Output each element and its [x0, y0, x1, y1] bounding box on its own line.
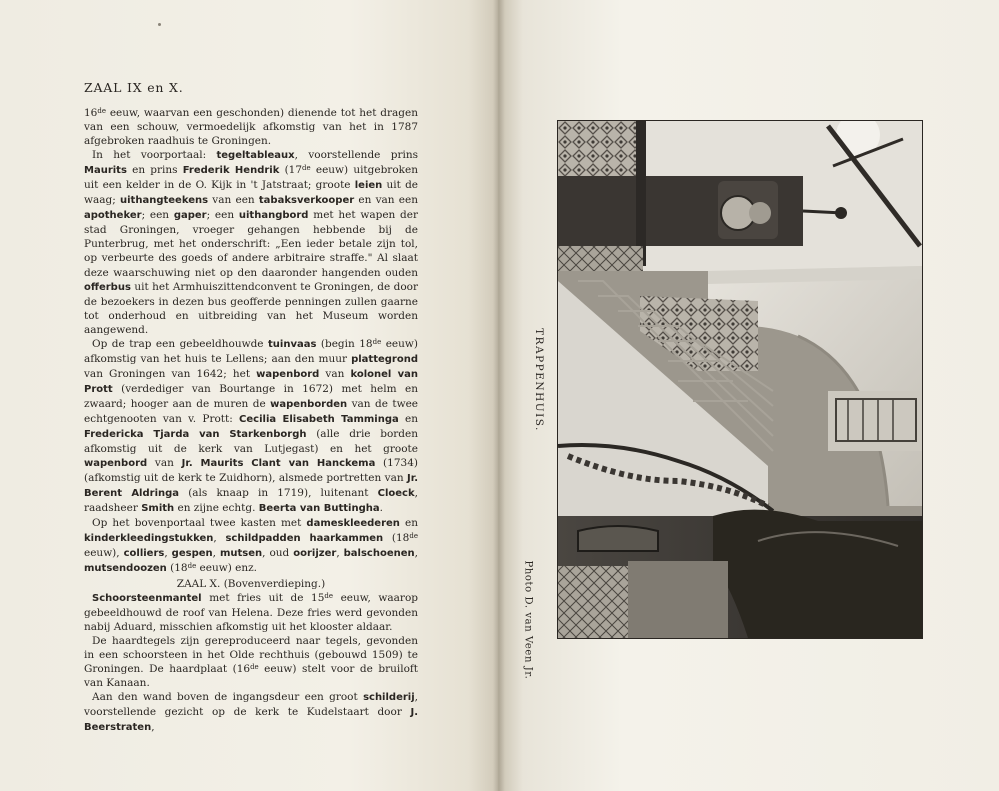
- ordinal-superscript: de: [187, 562, 197, 571]
- bold-term: Schoorsteenmantel: [92, 592, 202, 604]
- text-run: , voorstellende gezicht op de kerk te Kudelstaart door: [84, 690, 418, 718]
- bold-term: schildpadden haarkammen: [225, 533, 384, 545]
- bold-term: tuinvaas: [268, 338, 317, 350]
- paragraph-haardtegels: [84, 634, 418, 690]
- bold-term: dameskleederen: [306, 518, 400, 530]
- text-run: Aan den wand boven de ingangsdeur een groot: [92, 690, 364, 703]
- text-run: en: [399, 517, 418, 530]
- text-run: (18: [166, 562, 188, 575]
- ordinal-superscript: de: [97, 107, 106, 115]
- text-run: eeuw) stelt voor de bruiloft van Kanaan.: [84, 662, 418, 689]
- bold-term: Beerta van Buttingha: [258, 503, 380, 515]
- bold-term: oorijzer: [293, 548, 337, 560]
- bold-term: Jr. Maurits Clant van Hanckema: [181, 458, 376, 470]
- bold-term: apotheker: [84, 210, 142, 222]
- paragraph-bovenportaal: [84, 516, 418, 576]
- text-run: ; een: [206, 209, 239, 222]
- bold-term: tegeltableaux: [216, 150, 295, 162]
- bold-term: Cecilia Elisabeth Tamminga: [239, 413, 399, 425]
- bold-term: J. Beerstraten: [84, 706, 418, 733]
- text-run: , voorstellende prins: [294, 149, 418, 162]
- left-page-text: [84, 106, 418, 735]
- text-run: 16: [84, 107, 98, 119]
- text-run: van: [319, 367, 351, 380]
- ordinal-superscript: de: [324, 591, 334, 600]
- staircase-photograph: [557, 120, 923, 639]
- book-gutter: [493, 0, 505, 791]
- text-run: ,: [414, 547, 418, 560]
- text-run: In het voorportaal:: [92, 149, 217, 162]
- staircase-photo-image: [558, 121, 922, 638]
- bold-term: Frederik Hendrik: [182, 165, 280, 177]
- bold-term: wapenbord: [84, 458, 148, 470]
- text-run: eeuw) enz.: [196, 562, 258, 575]
- text-run: Op het bovenportaal twee kasten met: [92, 517, 307, 530]
- text-run: eeuw) uitgebroken uit een kelder in de O. Kijk in 't Jatstraat; groote: [84, 164, 418, 192]
- bold-term: offerbus: [84, 281, 131, 293]
- text-run: De haardtegels zijn gereproduceerd naar tegels, gevonden in een schoorsteen in het Olde rechthuis (gebouwd 1509) te Groningen. De haardplaat (16: [84, 634, 418, 675]
- ordinal-superscript: de: [372, 337, 382, 346]
- bold-term: Fredericka Tjarda van Starkenborgh: [84, 429, 307, 441]
- text-run: (begin 18: [316, 337, 373, 350]
- text-run: ,: [213, 532, 226, 545]
- paragraph-voorportaal: [84, 148, 418, 337]
- text-run: ,: [336, 547, 344, 560]
- bold-term: mutsendoozen: [84, 563, 167, 575]
- bold-term: wapenborden: [270, 398, 348, 410]
- bold-term: Maurits: [84, 165, 127, 177]
- text-run: en van een: [354, 194, 418, 207]
- bold-term: mutsen: [219, 548, 263, 560]
- text-run: ; een: [141, 209, 174, 222]
- running-head: ZAAL IX en X.: [84, 80, 184, 95]
- bold-term: kolonel van Prott: [84, 368, 418, 395]
- paragraph-intro: [84, 106, 418, 148]
- text-run: .: [379, 502, 383, 515]
- text-run: ,: [212, 547, 220, 560]
- text-run: van: [147, 457, 182, 470]
- bold-term: tabaksverkooper: [258, 195, 355, 207]
- bold-term: Smith: [141, 503, 175, 515]
- text-run: (verdediger van Bourtange in 1672) met helm en zwaard; hooger aan de muren de: [84, 382, 418, 410]
- text-run: uit het Armhuiszittendconvent te Groningen, de door de bezoekers in dezen bus geofferde penningen zullen gaarne tot onderhoud en uitbreiding van het Museum worden aangewend.: [84, 280, 418, 336]
- paragraph-wand: [84, 690, 418, 735]
- bold-term: schilderij: [363, 691, 415, 703]
- text-run: uit de waag;: [84, 179, 419, 207]
- bold-term: plattegrond: [351, 353, 418, 365]
- ordinal-superscript: de: [409, 532, 418, 541]
- bold-term: Jr. Berent Aldringa: [84, 473, 418, 500]
- text-run: van de twee echtgenooten van v. Prott:: [84, 397, 418, 425]
- ordinal-superscript: de: [250, 662, 259, 671]
- paragraph-trap: [84, 337, 418, 517]
- bold-term: gaper: [173, 210, 207, 222]
- text-run: (18: [383, 532, 410, 545]
- photo-caption: TRAPPENHUIS.: [533, 328, 545, 432]
- text-run: en: [398, 412, 418, 425]
- text-run: , oud: [262, 547, 294, 560]
- bold-term: balschoenen: [343, 548, 415, 560]
- text-run: eeuw),: [84, 547, 124, 560]
- bold-term: uithangteekens: [120, 195, 209, 207]
- paragraph-schoorsteenmantel: [84, 591, 418, 634]
- bold-term: colliers: [123, 548, 165, 560]
- text-run: met fries uit de 15: [201, 591, 325, 604]
- text-run: en prins: [126, 164, 183, 177]
- text-run: eeuw) afkomstig van het huis te Lellens; aan den muur: [84, 337, 418, 365]
- ordinal-superscript: de: [302, 164, 311, 173]
- text-run: (17: [279, 164, 303, 177]
- text-run: van een: [208, 194, 259, 207]
- text-run: (als knaap in 1719), luitenant: [179, 487, 378, 500]
- text-run: (1734) (afkomstig uit de kerk te Zuidhorn), alsmede portretten van: [84, 457, 418, 485]
- bold-term: uithangbord: [238, 210, 309, 222]
- text-run: en zijne echtg.: [174, 502, 259, 515]
- text-run: eeuw, waarvan een geschonden) dienende tot het dragen van een schouw, vermoedelijk afkomstig van het in 1787 afgebroken raadhuis te Groningen.: [84, 107, 418, 148]
- text-run: Op de trap een gebeeldhouwde: [92, 337, 268, 350]
- bold-term: wapenbord: [256, 368, 320, 380]
- bold-term: leien: [354, 180, 383, 192]
- section-heading: ZAAL X. (Bovenverdieping.): [176, 577, 326, 590]
- text-run: (alle drie borden afkomstig uit de kerk van Lutjegast) en het groote: [84, 428, 418, 456]
- text-run: , raadsheer: [84, 487, 418, 515]
- text-run: met het wapen der stad Groningen, vroeger gehangen hebbende bij de Punterbrug, met het onderschrift: „Een ieder betale zijn tol, op verbeurte des goeds of andere arbitraire straffe." Al slaat deze waarschuwing niet op den daaronder hangenden ouden: [84, 209, 419, 279]
- photo-credit: Photo D. van Veen Jr.: [522, 560, 534, 680]
- bold-term: gespen: [171, 548, 213, 560]
- left-page: [0, 0, 498, 791]
- text-run: eeuw, waarop gebeeldhouwd de roof van Helena. Deze fries werd gevonden nabij Aduard, misschien afkomstig uit het klooster aldaar.: [84, 591, 418, 633]
- text-run: ,: [151, 720, 155, 733]
- bold-term: kinderkleedingstukken: [84, 533, 214, 545]
- bold-term: Cloeck: [377, 488, 415, 500]
- paper-speck: [158, 23, 161, 26]
- text-run: ,: [164, 547, 172, 560]
- text-run: van Groningen van 1642; het: [84, 367, 257, 380]
